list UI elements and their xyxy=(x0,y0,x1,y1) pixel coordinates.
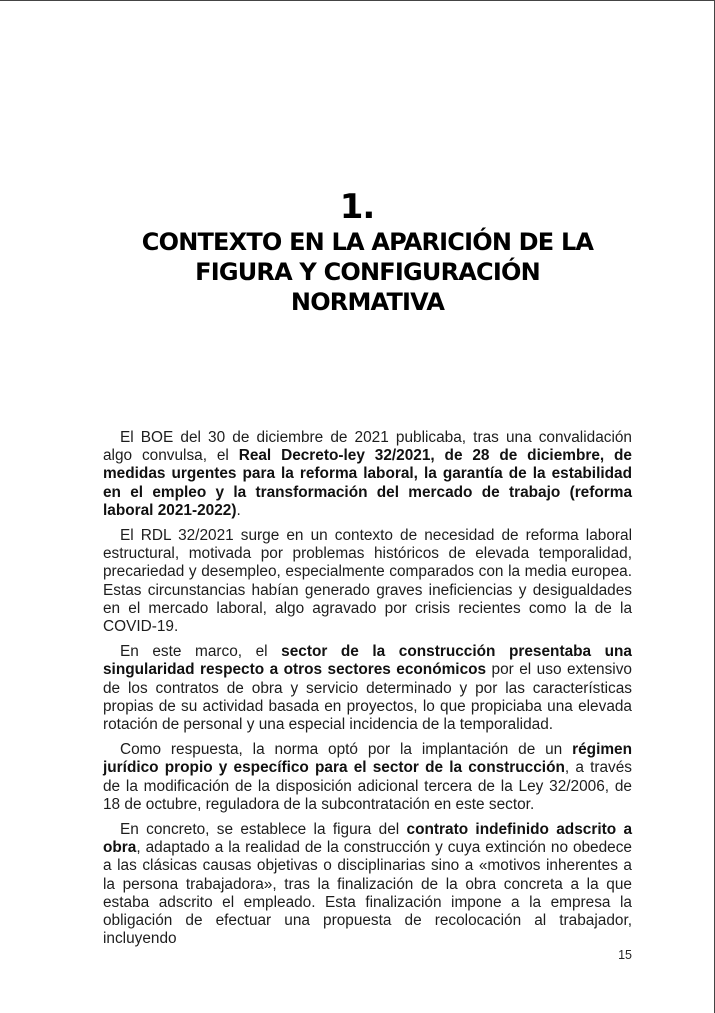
paragraph-1 xyxy=(103,429,632,520)
paragraph-5 xyxy=(103,821,632,948)
text-run: , a través de la modificación de la disposición adicional tercera de la Ley 32/2006, de 18 de octubre, reguladora de la subcontratación en este sector. xyxy=(103,759,632,813)
page-number: 15 xyxy=(618,948,632,962)
bold-run: Real Decreto-ley 32/2021, de 28 de diciembre, de medidas urgentes para la reforma laboral, la garantía de la estabilidad en el empleo y la transformación del mercado de trabajo (reforma laboral 2021-2022) xyxy=(103,447,632,519)
bold-run: régimen jurídico propio y específico para el sector de la construcción xyxy=(103,741,632,777)
text-run: , adaptado a la realidad de la construcción y cuya extinción no obedece a las clásicas causas objetivas o disciplinarias sino a «motivos inherentes a la persona trabajadora», tras la finalización de la obra concreta a la que estaba adscrito el empleado. Esta finalización impone a la empresa la obligación de efectuar una propuesta de recolocación al trabajador, incluyendo xyxy=(103,839,632,948)
bold-run: contrato indefinido adscrito a obra xyxy=(103,821,633,857)
chapter-number: 1. xyxy=(339,187,375,227)
text-run: En este marco, el xyxy=(120,643,282,661)
text-run: El RDL 32/2021 surge en un contexto de necesidad de reforma laboral estructural, motivada por problemas históricos de elevada temporalidad, precariedad y desempleo, especialmente comparados con la media europea. Estas circunstancias habían generado graves ineficiencias y desigualdades en el mercado laboral, algo agravado por crisis recientes como la de la COVID-19. xyxy=(103,527,632,636)
paragraph-3 xyxy=(103,643,632,734)
text-run: por el uso extensivo de los contratos de obra y servicio determinado y por las características propias de su actividad basada en proyectos, lo que propiciaba una elevada rotación de personal y una especial incidencia de la temporalidad. xyxy=(103,661,632,734)
body-text xyxy=(103,429,632,955)
bold-run: sector de la construcción presentaba una singularidad respecto a otros sectores económicos xyxy=(103,643,632,679)
text-run: Como respuesta, la norma optó por la implantación de un xyxy=(120,741,573,759)
paragraph-2 xyxy=(103,527,632,636)
text-run: En concreto, se establece la figura del xyxy=(120,821,407,839)
paragraph-4 xyxy=(103,741,632,814)
text-run: . xyxy=(236,501,241,519)
chapter-title: CONTEXTO EN LA APARICIÓN DE LA FIGURA Y CONFIGURACIÓN NORMATIVA xyxy=(141,228,594,316)
text-run: El BOE del 30 de diciembre de 2021 publicaba, tras una convalidación algo convulsa, el xyxy=(103,429,632,465)
